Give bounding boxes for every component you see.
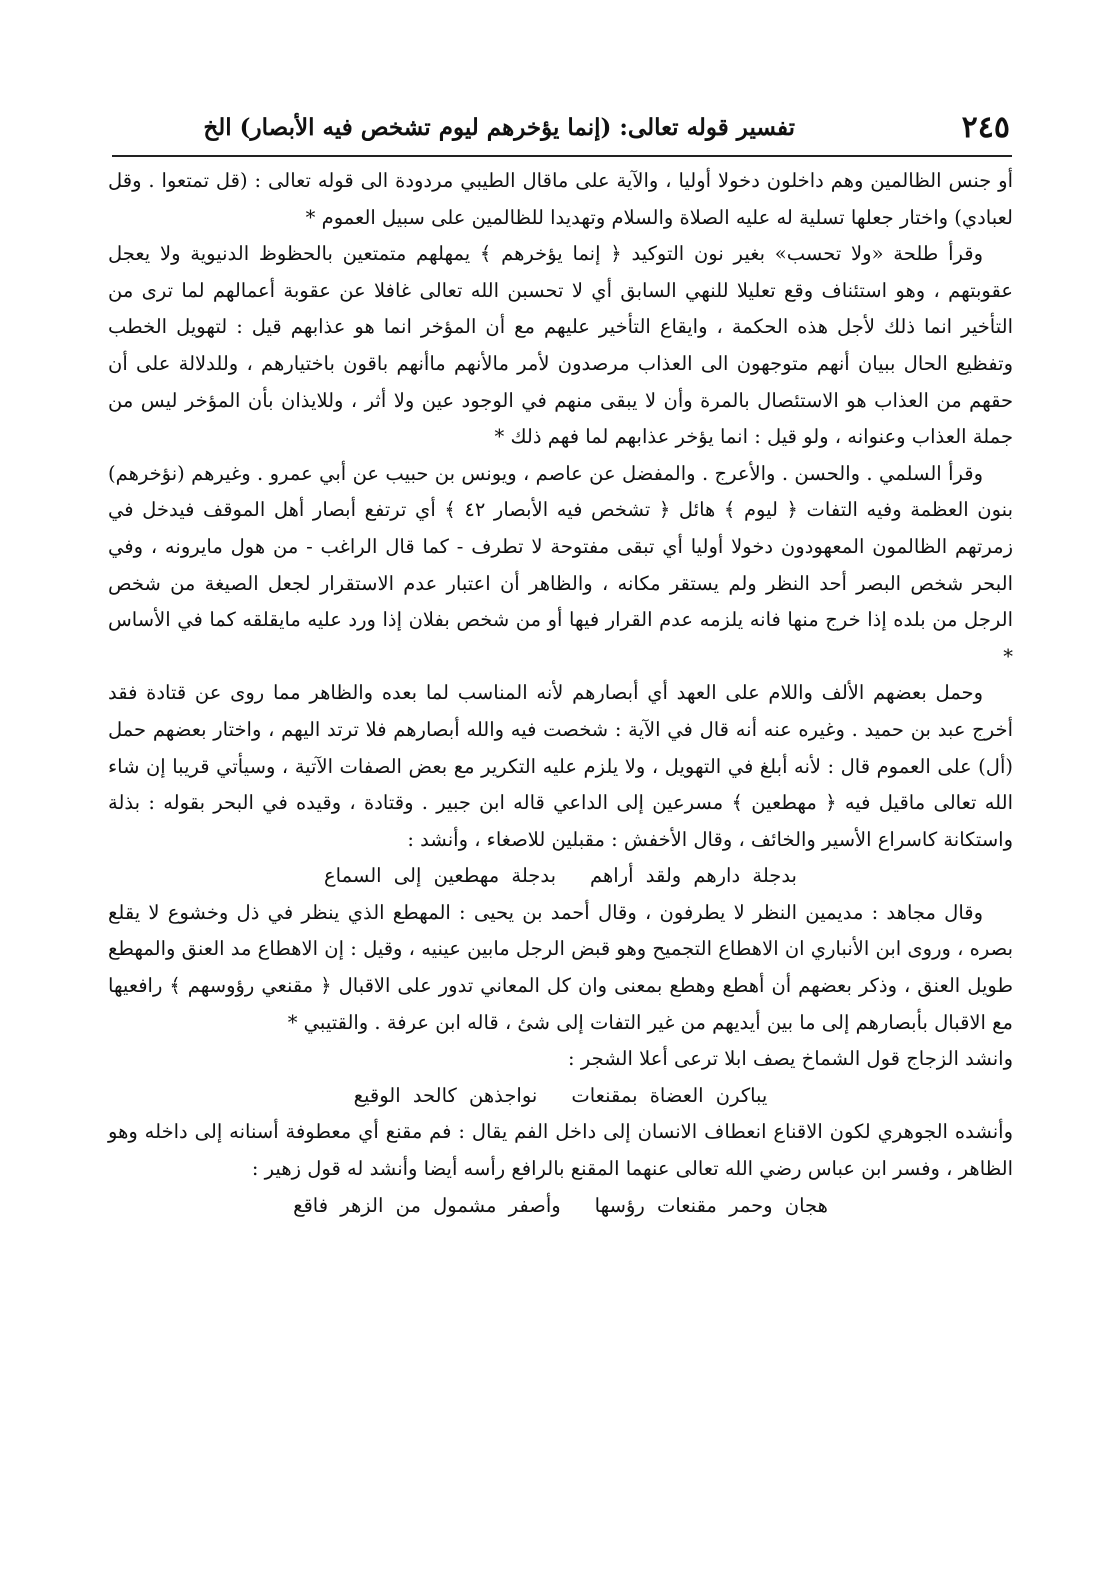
poetry-verse <box>108 858 1013 895</box>
verse-hemistich: نواجذهن كالحد الوقيع <box>353 1083 538 1107</box>
paragraph: وأنشده الجوهري لكون الاقناع انعطاف الانسان إلى داخل الفم يقال : فم مقنع أي معطوفة أسنانه إلى داخله وهو الظاهر ، وفسر ابن عباس رضي الله تعالى عنهما المقنع بالرافع رأسه أيضا وأنشد له قول زهير : <box>108 1120 1013 1181</box>
verse-hemistich: بدجلة مهطعين إلى السماع <box>324 864 557 888</box>
running-title: تفسير قوله تعالى: (إنما يؤخرهم ليوم تشخص فيه الأبصار) الخ <box>203 114 795 141</box>
poetry-verse <box>108 1078 1013 1115</box>
page-header <box>110 108 1010 152</box>
verse-hemistich: هجان وحمر مقنعات رؤسها <box>594 1193 828 1217</box>
page-body <box>108 163 1013 1224</box>
paragraph: أو جنس الظالمين وهم داخلون دخولا أوليا ، والآية على ماقال الطيبي مردودة الى قوله تعالى : (قل تمتعوا . وقل لعبادي) واختار جعلها تسلية له عليه الصلاة والسلام وتهديدا للظالمين على سبيل العموم * <box>108 169 1013 229</box>
paragraph: وانشد الزجاج قول الشماخ يصف ابلا ترعى أعلا الشجر : <box>568 1047 1013 1071</box>
page-number: ٢٤٥ <box>961 110 1010 145</box>
poetry-verse <box>108 1188 1013 1225</box>
paragraph: وقال مجاهد : مديمين النظر لا يطرفون ، وقال أحمد بن يحيى : المهطع الذي ينظر في ذل وخشوع لا يقلع بصره ، وروى ابن الأنباري ان الاهطاع التجميح وهو قبض الرجل مابين عينيه ، وقيل : إن الاهطاع مد العنق والمهطع طويل العنق ، وذكر بعضهم أن أهطع وهطع بمعنى وان كل المعاني تدور على الاقبال ﴿ مقنعي رؤوسهم ﴾ رافعيها مع الاقبال بأبصارهم إلى ما بين أيديهم من غير التفات إلى شئ ، قاله ابن عرفة . والقتيبي * <box>108 900 1013 1034</box>
paragraph: وقرأ السلمي . والحسن . والأعرج . والمفضل عن عاصم ، ويونس بن حبيب عن أبي عمرو . وغيرهم (نؤخرهم) بنون العظمة وفيه التفات ﴿ ليوم ﴾ هائل ﴿ تشخص فيه الأبصار ٤٢ ﴾ أي ترتفع أبصار أهل الموقف فيدخل في زمرتهم الظالمون المعهودون دخولا أوليا أي تبقى مفتوحة لا تطرف - كما قال الراغب - من هول مايرونه ، وفي البحر شخص البصر أحد النظر ولم يستقر مكانه ، والظاهر أن اعتبار عدم الاستقرار لجعل الصيغة من شخص الرجل من بلده إذا خرج منها فانه يلزمه عدم القرار فيها أو من شخص بفلان إذا ورد عليه مايقلقه كما في الأساس * <box>108 461 1013 668</box>
paragraph: وحمل بعضهم الألف واللام على العهد أي أبصارهم لأنه المناسب لما بعده والظاهر مما روى عن قتادة فقد أخرج عبد بن حميد . وغيره عنه أنه قال في الآية : شخصت فيه والله أبصارهم فلا ترتد اليهم ، واختار بعضهم حمل (أل) على العموم قال : لأنه أبلغ في التهويل ، ولا يلزم عليه التكرير مع بعض الصفات الآتية ، وسيأتي قريبا إن شاء الله تعالى ماقيل فيه ﴿ مهطعين ﴾ مسرعين إلى الداعي قاله ابن جبير . وقتادة ، وقيده في البحر بقوله : بذلة واستكانة كاسراع الأسير والخائف ، وقال الأخفش : مقبلين للاصغاء ، وأنشد : <box>108 681 1013 851</box>
verse-hemistich: وأصفر مشمول من الزهر فاقع <box>293 1193 561 1217</box>
verse-hemistich: يباكرن العضاة بمقنعات <box>571 1083 768 1107</box>
paragraph: وقرأ طلحة «ولا تحسب» بغير نون التوكيد ﴿ إنما يؤخرهم ﴾ يمهلهم متمتعين بالحظوظ الدنيوية ولا يعجل عقوبتهم ، وهو استئناف وقع تعليلا للنهي السابق أي لا تحسبن الله تعالى غافلا عن عقوبة أعمالهم لما ترى من التأخير انما ذلك لأجل هذه الحكمة ، وايقاع التأخير عليهم مع أن المؤخر انما هو عذابهم قيل : لتهويل الخطب وتفظيع الحال ببيان أنهم متوجهون الى العذاب مرصدون لأمر مالأنهم ماأنهم باقون باختيارهم ، وللدلالة على أن حقهم من العذاب هو الاستئصال بالمرة وأن لا يبقى منهم في الوجود عين ولا أثر ، وللايذان بأن المؤخر ليس من جملة العذاب وعنوانه ، ولو قيل : انما يؤخر عذابهم لما فهم ذلك * <box>108 242 1013 449</box>
verse-hemistich: بدجلة دارهم ولقد أراهم <box>590 864 797 888</box>
header-divider <box>112 155 1012 157</box>
